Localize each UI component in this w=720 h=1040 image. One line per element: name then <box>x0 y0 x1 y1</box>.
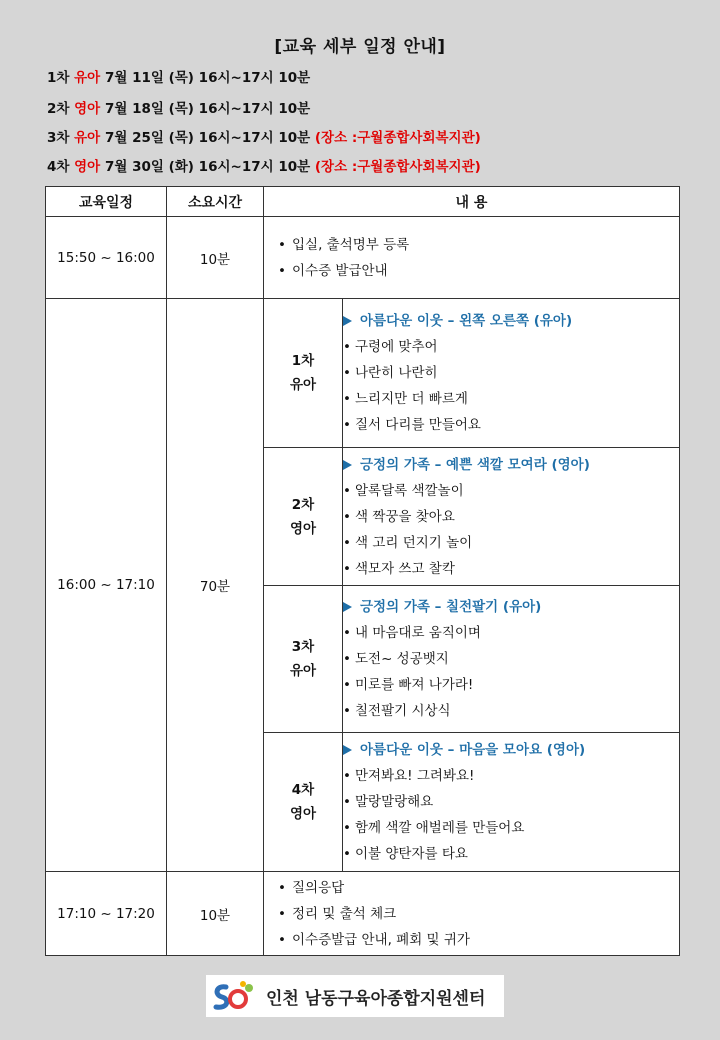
row-time: 17:10 ~ 17:20 <box>46 872 167 956</box>
list-item: • 내 마음대로 움직이며 <box>343 625 481 641</box>
schedule-round: 2차 <box>47 101 70 117</box>
list-item: • 구령에 맞추어 <box>343 339 438 355</box>
session-program-3 <box>343 586 680 733</box>
triangle-right-icon <box>343 745 352 755</box>
list-item: • 이수증발급 안내, 폐회 및 귀가 <box>278 931 470 948</box>
schedule-round: 4차 <box>47 159 70 175</box>
schedule-target: 영아 <box>74 159 101 175</box>
list-item: • 색 짝꿍을 찾아요 <box>343 508 455 525</box>
program-heading: 아름다운 이웃 – 마음을 모아요 (영아) <box>343 737 679 763</box>
session-round-1: 1차 유아 <box>264 299 343 448</box>
program-heading: 아름다운 이웃 – 왼쪽 오른쪽 (유아) <box>343 308 679 334</box>
list-item: • 이수증 발급안내 <box>278 262 388 279</box>
schedule-line-4 <box>47 155 481 175</box>
schedule-date: 7월 25일 (목) 16시~17시 10분 <box>104 130 311 146</box>
table-row <box>46 872 680 956</box>
row-content <box>264 872 680 956</box>
page-title: [교육 세부 일정 안내] <box>274 37 446 57</box>
schedule-target: 유아 <box>74 130 101 146</box>
session-program-2 <box>343 448 680 586</box>
list-item: • 알록달록 색깔놀이 <box>343 482 464 499</box>
schedule-target: 유아 <box>74 70 101 86</box>
footer-logo-banner <box>206 975 504 1017</box>
schedule-place: (장소 :구월종합사회복지관) <box>314 159 481 175</box>
schedule-date: 7월 30일 (화) 16시~17시 10분 <box>104 159 311 175</box>
list-item: • 느리지만 더 빠르게 <box>343 391 468 407</box>
row-content <box>264 217 680 299</box>
list-item: • 이불 양탄자를 타요 <box>343 846 468 862</box>
list-item: • 만져봐요! 그려봐요! <box>343 768 475 784</box>
list-item: • 입실, 출석명부 등록 <box>278 236 410 253</box>
list-item: • 나란히 나란히 <box>343 365 438 381</box>
organization-logo-icon <box>212 979 258 1013</box>
row-time: 15:50 ~ 16:00 <box>46 217 167 299</box>
table-header-row <box>46 187 680 217</box>
row-duration: 70분 <box>167 299 264 872</box>
table-row <box>46 299 680 448</box>
triangle-right-icon <box>343 602 352 612</box>
list-item: • 함께 색깔 애벌레를 만들어요 <box>343 820 525 836</box>
row-time: 16:00 ~ 17:10 <box>46 299 167 872</box>
schedule-line-1 <box>47 66 310 86</box>
schedule-date: 7월 11일 (목) 16시~17시 10분 <box>104 70 311 86</box>
list-item: • 정리 및 출석 체크 <box>278 905 397 922</box>
schedule-line-2 <box>47 97 310 117</box>
schedule-date: 7월 18일 (목) 16시~17시 10분 <box>104 101 311 117</box>
organization-name: 인천 남동구육아종합지원센터 <box>266 988 486 1009</box>
table-row <box>46 217 680 299</box>
list-item: • 색모자 쓰고 찰칵 <box>343 560 455 577</box>
session-program-4 <box>343 733 680 872</box>
list-item: • 말랑말랑해요 <box>343 794 434 810</box>
header-content: 내 용 <box>264 187 680 217</box>
program-heading: 긍정의 가족 – 예쁜 색깔 모여라 (영아) <box>343 452 679 478</box>
schedule-target: 영아 <box>74 101 101 117</box>
triangle-right-icon <box>343 316 352 326</box>
session-round-4: 4차 영아 <box>264 733 343 872</box>
session-round-3: 3차 유아 <box>264 586 343 733</box>
list-item: • 질서 다리를 만들어요 <box>343 417 481 433</box>
schedule-round: 1차 <box>47 70 70 86</box>
schedule-table <box>45 186 680 956</box>
schedule-round: 3차 <box>47 130 70 146</box>
session-program-1 <box>343 299 680 448</box>
schedule-place: (장소 :구월종합사회복지관) <box>314 130 481 146</box>
list-item: • 미로를 빠져 나가라! <box>343 677 474 693</box>
row-duration: 10분 <box>167 217 264 299</box>
list-item: • 칠전팔기 시상식 <box>343 703 451 719</box>
row-duration: 10분 <box>167 872 264 956</box>
session-round-2: 2차 영아 <box>264 448 343 586</box>
header-duration: 소요시간 <box>167 187 264 217</box>
program-heading: 긍정의 가족 – 칠전팔기 (유아) <box>343 594 679 620</box>
schedule-line-3 <box>47 126 481 146</box>
list-item: • 질의응답 <box>278 879 345 896</box>
triangle-right-icon <box>343 460 352 470</box>
list-item: • 도전~ 성공뱃지 <box>343 651 449 667</box>
list-item: • 색 고리 던지기 놀이 <box>343 534 473 551</box>
header-date: 교육일정 <box>46 187 167 217</box>
